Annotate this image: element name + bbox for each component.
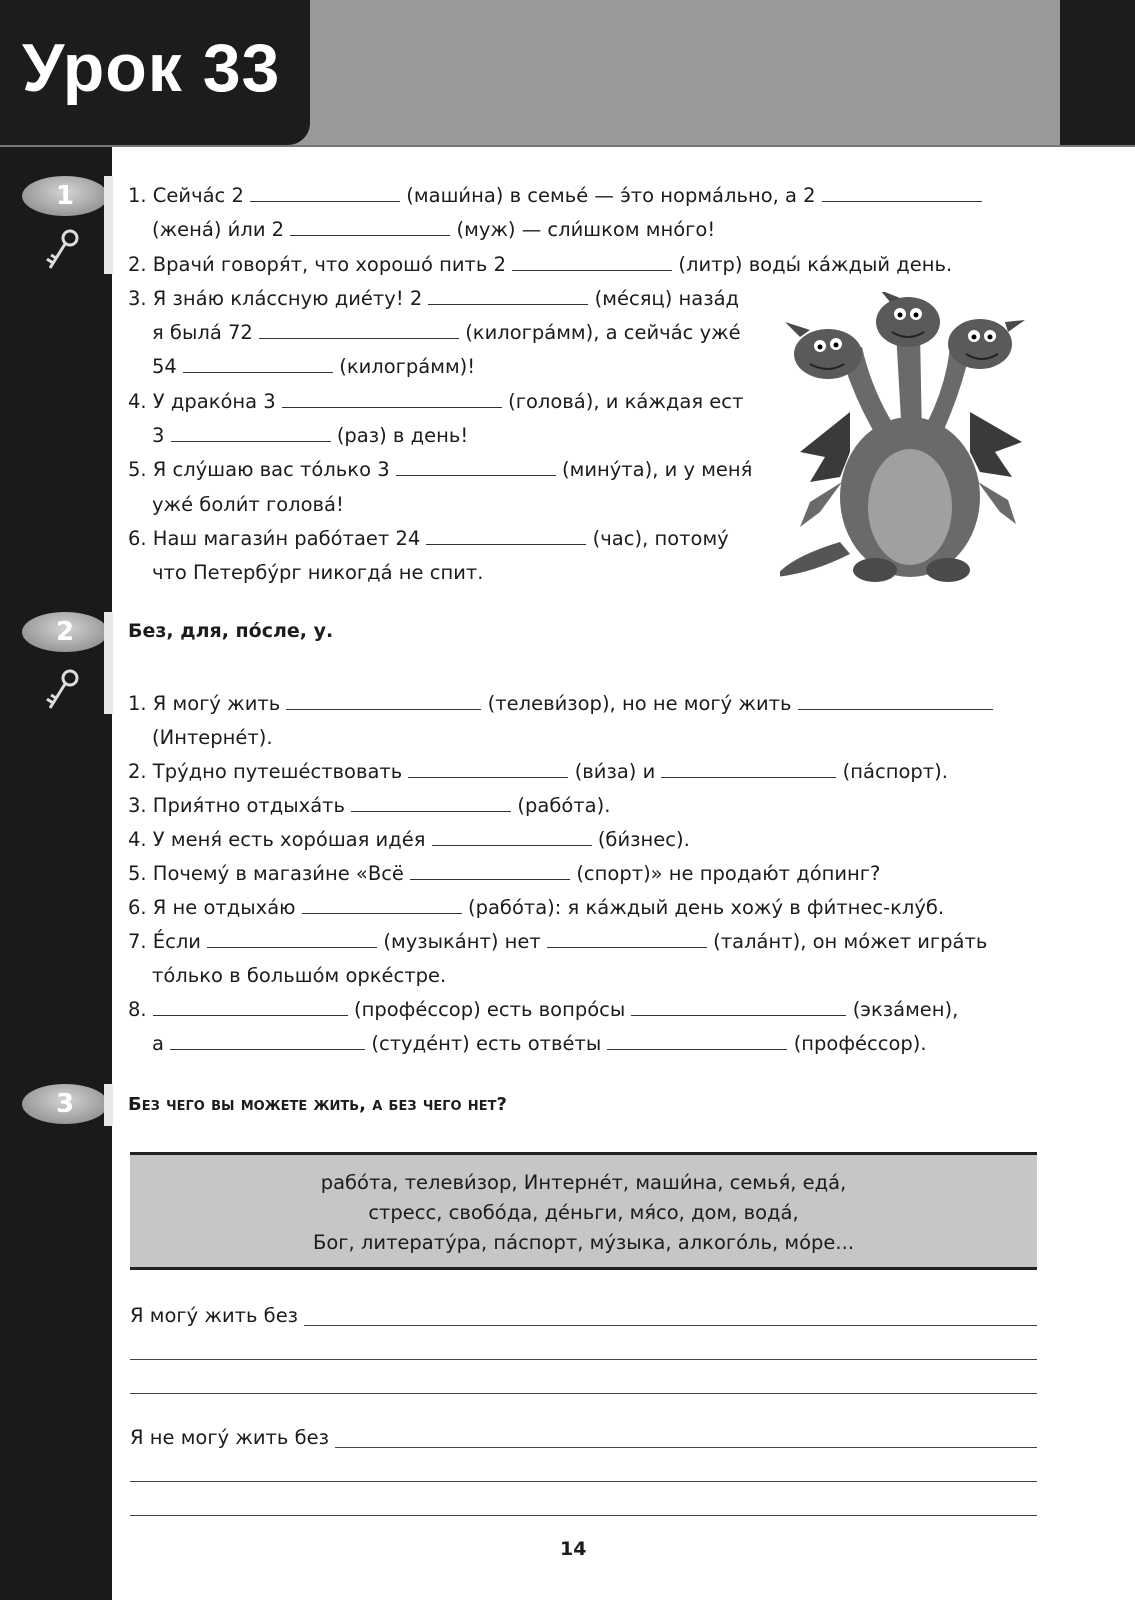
- exercise-2-line-8: 7. Е́сли (музыка́нт) нет (тала́нт), он мо́жет игра́ть: [128, 930, 988, 953]
- exercise-2-line-10: 8. (профе́ссор) есть вопро́сы (экза́мен),: [128, 998, 959, 1021]
- key-icon: [42, 228, 82, 272]
- exercise-1-badge: 1: [22, 176, 108, 216]
- exercise-1-line-12: что Петербу́рг никогда́ не спит.: [152, 561, 484, 584]
- exercise-2-line-5: 4. У меня́ есть хоро́шая иде́я (би́знес).: [128, 828, 690, 851]
- exercise-1-line-11: 6. Наш магази́н рабо́тает 24 (час), потому́: [128, 527, 729, 550]
- exercise-1-line-2: (жена́) и́ли 2 (муж) — сли́шком мно́го!: [152, 218, 716, 241]
- sidebar: [0, 147, 112, 1600]
- can-live-without-label: Я могу́ жить без: [130, 1304, 304, 1327]
- exercise-1-line-5: я была́ 72 (килогра́мм), а сейча́с уже́: [152, 321, 741, 344]
- word-bank-line-3: Бог, литерату́ра, па́спорт, му́зыка, алкого́ль, мо́ре...: [312, 1231, 855, 1254]
- exercise-1-marker: [104, 176, 113, 274]
- answer-line[interactable]: [130, 1359, 1037, 1360]
- exercise-1-line-7: 4. У драко́на 3 (голова́), и ка́ждая ест: [128, 390, 744, 413]
- key-icon: [42, 668, 82, 712]
- answer-line[interactable]: [130, 1515, 1037, 1516]
- exercise-1-line-10: уже́ боли́т голова́!: [152, 493, 344, 516]
- exercise-1-line-1: 1. Сейча́с 2 (маши́на) в семье́ — э́то норма́льно, а 2: [128, 179, 982, 213]
- answer-line[interactable]: [130, 1393, 1037, 1394]
- exercise-2-line-2: (Интерне́т).: [152, 726, 273, 749]
- exercise-2-marker: [104, 612, 113, 714]
- exercise-3-title: Без чего вы можете жить, а без чего нет?: [128, 1094, 507, 1115]
- word-bank: [130, 1152, 1037, 1270]
- exercise-1-line-6: 54 (килогра́мм)!: [152, 355, 476, 378]
- exercise-2-badge: 2: [22, 612, 108, 652]
- header-divider: [0, 145, 1135, 147]
- exercise-2-line-7: 6. Я не отдыха́ю (рабо́та): я ка́ждый день хожу́ в фи́тнес-клу́б.: [128, 896, 945, 919]
- exercise-2-line-4: 3. Прия́тно отдыха́ть (рабо́та).: [128, 794, 611, 817]
- exercise-2-title: Без, для, по́сле, у.: [128, 620, 334, 642]
- exercise-2-line-1: 1. Я могу́ жить (телеви́зор), но не могу́ жить: [128, 687, 993, 721]
- exercise-2-line-6: 5. Почему́ в магази́не «Всё (спорт)» не продаю́т до́пинг?: [128, 862, 881, 885]
- exercise-1-line-4: 3. Я зна́ю кла́ссную дие́ту! 2 (ме́сяц) наза́д: [128, 287, 740, 310]
- exercise-1-line-3: 2. Врачи́ говоря́т, что хорошо́ пить 2 (литр) воды́ ка́ждый день.: [128, 253, 953, 276]
- exercise-2-line-11: а (студе́нт) есть отве́ты (профе́ссор).: [152, 1032, 927, 1055]
- exercise-3-marker: [104, 1084, 113, 1126]
- three-headed-dragon-illustration: [780, 292, 1042, 592]
- header-right-block: [1060, 0, 1135, 145]
- word-bank-line-2: стресс, свобо́да, де́ньги, мя́со, дом, вода́,: [368, 1201, 799, 1224]
- page-number: 14: [560, 1538, 587, 1560]
- answer-line[interactable]: [130, 1481, 1037, 1482]
- word-bank-line-1: рабо́та, телеви́зор, Интерне́т, маши́на, семья́, еда́,: [320, 1171, 847, 1194]
- exercise-1-line-9: 5. Я слу́шаю вас то́лько 3 (мину́та), и у меня́: [128, 458, 753, 481]
- exercise-2-line-3: 2. Тру́дно путеше́ствовать (ви́за) и (па́спорт).: [128, 760, 948, 783]
- exercise-2-line-9: то́лько в большо́м орке́стре.: [152, 964, 447, 987]
- cannot-live-without-label: Я не могу́ жить без: [130, 1426, 335, 1449]
- exercise-1-line-8: 3 (раз) в день!: [152, 424, 469, 447]
- exercise-3-badge: 3: [22, 1084, 108, 1124]
- lesson-title: Урок 33: [22, 30, 281, 106]
